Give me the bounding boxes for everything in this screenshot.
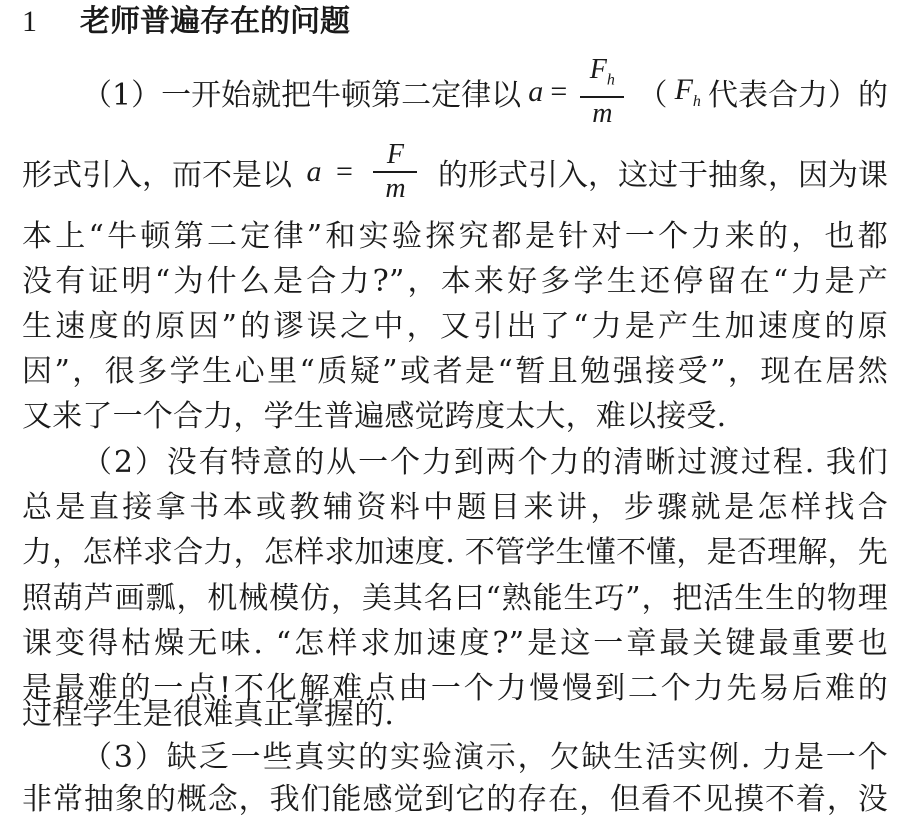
para1-line7: 又来了一个合力，学生普遍感觉跨度太大，难以接受. bbox=[22, 399, 727, 434]
fraction-fh-over-m bbox=[580, 54, 624, 131]
para2-line3: 力，怎样求合力，怎样求加速度. 不管学生懂不懂，是否理解，先 bbox=[22, 535, 888, 570]
fraction-denominator: m bbox=[592, 98, 613, 130]
section-heading bbox=[22, 2, 350, 42]
para1-line3: 本上“牛顿第二定律”和实验探究都是针对一个力来的，也都 bbox=[22, 219, 888, 254]
equals-sign: = bbox=[550, 75, 568, 108]
fraction-denominator-2: m bbox=[385, 173, 406, 204]
var-a-2: a bbox=[306, 155, 322, 188]
para1-line1-text-before: （1）一开始就把牛顿第二定律以 bbox=[82, 78, 522, 113]
para2-line4: 照葫芦画瓢，机械模仿，美其名曰“熟能生巧”，把活生生的物理 bbox=[22, 581, 888, 616]
var-a: a bbox=[528, 75, 544, 108]
fraction-numerator: $F_h$ bbox=[589, 53, 615, 89]
para1-line6: 因”，很多学生心里“质疑”或者是“暂且勉强接受”，现在居然 bbox=[22, 354, 888, 389]
para1-line1 bbox=[82, 54, 888, 130]
var-fh: $F_h$ bbox=[674, 73, 701, 110]
para2-line5: 课变得枯燥无味. “怎样求加速度?”是这一章最关键最重要也 bbox=[22, 626, 888, 661]
para2-line2: 总是直接拿书本或教辅资料中题目来讲，步骤就是怎样找合 bbox=[22, 490, 888, 525]
para2-line1: （2）没有特意的从一个力到两个力的清晰过渡过程. 我们 bbox=[82, 445, 888, 480]
para3-line2: 非常抽象的概念，我们能感觉到它的存在，但看不见摸不着，没 bbox=[22, 782, 888, 817]
section-title: 老师普遍存在的问题 bbox=[80, 4, 350, 39]
para1-line1-text-after: 代表合力）的 bbox=[708, 78, 888, 113]
para1-line2-text-before: 形式引入，而不是以 bbox=[22, 158, 292, 193]
section-number: 1 bbox=[22, 5, 37, 38]
para1-line5: 生速度的原因”的谬误之中，又引出了“力是产生加速度的原 bbox=[22, 309, 888, 344]
para2-line7: 过程学生是很难真正掌握的. bbox=[22, 697, 395, 732]
para2-line6: 是最难的一点!不化解难点由一个力慢慢到二个力先易后难的 bbox=[22, 671, 888, 706]
paren-open: （ bbox=[637, 78, 668, 113]
para1-line2-text-after: 的形式引入，这过于抽象，因为课 bbox=[437, 158, 888, 193]
para1-line4: 没有证明“为什么是合力?”，本来好多学生还停留在“力是产 bbox=[22, 264, 888, 299]
fraction-numerator-2: F bbox=[386, 139, 405, 170]
equals-sign-2: = bbox=[336, 155, 353, 188]
fraction-f-over-m bbox=[373, 139, 417, 205]
para3-line1: （3）缺乏一些真实的实验演示，欠缺生活实例. 力是一个 bbox=[82, 740, 888, 775]
para1-line2 bbox=[22, 134, 888, 210]
